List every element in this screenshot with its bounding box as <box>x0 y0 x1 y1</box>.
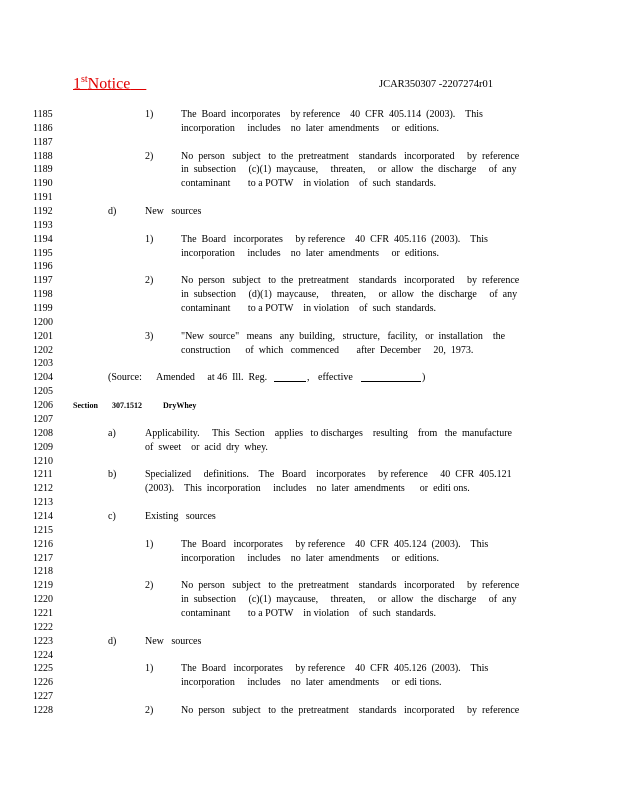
line-number: 1227 <box>33 691 53 703</box>
document-line <box>0 538 618 552</box>
line-text: incorporation includes no later amendments or editions. <box>181 247 439 259</box>
document-line <box>0 288 618 302</box>
document-line <box>0 399 618 413</box>
document-line <box>0 413 618 427</box>
document-line <box>0 662 618 676</box>
document-line <box>0 552 618 566</box>
document-line <box>0 482 618 496</box>
line-text: The Board incorporates by reference 40 CFR 405.126 (2003). This <box>181 663 489 675</box>
line-number: 1221 <box>33 607 53 619</box>
line-number: 1219 <box>33 580 53 592</box>
line-number: 1214 <box>33 510 53 522</box>
document-line <box>0 371 618 385</box>
line-number: 1212 <box>33 483 53 495</box>
line-number: 1205 <box>33 386 53 398</box>
document-line <box>0 357 618 371</box>
document-line <box>0 524 618 538</box>
line-text: incorporation includes no later amendments or edi tions. <box>181 677 442 689</box>
line-number: 1201 <box>33 330 53 342</box>
line-text: New sources <box>145 635 202 647</box>
line-number: 1202 <box>33 344 53 356</box>
line-text: in subsection (d)(1) maycause, threaten, or allow the discharge of any <box>181 289 518 301</box>
document-line <box>0 344 618 358</box>
line-text: in subsection (c)(1) maycause, threaten, or allow the discharge of any <box>181 594 517 606</box>
line-text: "New source" means any building, structure, facility, or installation the <box>181 330 506 342</box>
line-text: contaminant to a POTW in violation of such standards. <box>181 607 437 619</box>
item-label: 1) <box>145 109 154 120</box>
item-label: 1) <box>145 233 154 245</box>
line-number: 1194 <box>33 233 53 245</box>
line-number: 1211 <box>33 469 53 481</box>
line-number: 1189 <box>33 164 53 176</box>
line-number: 1192 <box>33 206 53 218</box>
item-label: d) <box>108 206 117 218</box>
document-line <box>0 593 618 607</box>
line-text: in subsection (c)(1) maycause, threaten, or allow the discharge of any <box>181 164 517 176</box>
item-label: a) <box>108 427 116 439</box>
document-line <box>0 330 618 344</box>
item-label: 1) <box>145 538 154 550</box>
document-line <box>0 704 618 718</box>
notice-ordinal: st <box>81 74 88 85</box>
line-number: 1213 <box>33 497 53 509</box>
line-number: 1222 <box>33 621 53 633</box>
item-label: c) <box>108 510 116 522</box>
document-line <box>0 219 618 233</box>
line-number: 1186 <box>33 122 53 134</box>
document-line <box>0 205 618 219</box>
line-number: 1218 <box>33 566 53 578</box>
line-number: 1210 <box>33 455 53 467</box>
line-text: incorporation includes no later amendments or editions. <box>181 552 439 564</box>
item-label: 2) <box>145 275 154 287</box>
line-number: 1216 <box>33 538 53 550</box>
document-line <box>0 468 618 482</box>
line-number: 1203 <box>33 358 53 370</box>
line-text: The Board incorporates by reference 40 CFR 405.114 (2003). This <box>181 109 483 120</box>
document-line <box>0 607 618 621</box>
line-text: construction of which commenced after December 20, 1973. <box>181 344 474 356</box>
line-number: 1185 <box>33 109 53 120</box>
line-number: 1195 <box>33 247 53 259</box>
document-line <box>0 427 618 441</box>
document-line <box>0 676 618 690</box>
document-line <box>0 233 618 247</box>
line-text: No person subject to the pretreatment standards incorporated by reference <box>181 580 520 592</box>
document-line <box>0 455 618 469</box>
notice-header <box>73 74 146 93</box>
line-text: Applicability. This Section applies to discharges resulting from the manufacture <box>145 427 512 439</box>
document-line <box>0 565 618 579</box>
line-number: 1198 <box>33 289 53 301</box>
blank-line <box>274 372 306 382</box>
line-text: No person subject to the pretreatment standards incorporated by reference <box>181 704 520 716</box>
line-number: 1204 <box>33 372 53 384</box>
line-text: of sweet or acid dry whey. <box>145 441 268 453</box>
line-number: 1199 <box>33 303 53 315</box>
document-line <box>0 690 618 704</box>
line-number: 1191 <box>33 192 53 204</box>
document-line <box>0 635 618 649</box>
section-title: DryWhey <box>163 401 197 411</box>
item-label: (Source: <box>108 372 142 384</box>
line-number: 1217 <box>33 552 53 564</box>
item-label: b) <box>108 469 117 481</box>
line-text: Amended at 46 Ill. Reg. <box>156 372 268 384</box>
line-number: 1197 <box>33 275 53 287</box>
document-line <box>0 191 618 205</box>
line-number: 1228 <box>33 704 53 716</box>
document-line <box>0 302 618 316</box>
document-line <box>0 247 618 261</box>
item-label: d) <box>108 635 117 647</box>
line-number: 1220 <box>33 594 53 606</box>
section-keyword: Section <box>73 401 98 411</box>
document-line <box>0 122 618 136</box>
line-number: 1193 <box>33 219 53 231</box>
line-text: Specialized definitions. The Board incorporates by reference 40 CFR 405.121 <box>145 469 512 481</box>
notice-label: Notice <box>87 75 131 93</box>
line-number: 1196 <box>33 261 53 273</box>
notice-number: 1 <box>73 75 81 93</box>
line-number: 1188 <box>33 150 53 162</box>
document-line <box>0 316 618 330</box>
document-line <box>0 385 618 399</box>
item-label: 1) <box>145 663 154 675</box>
line-number: 1209 <box>33 441 53 453</box>
line-text: No person subject to the pretreatment standards incorporated by reference <box>181 275 520 287</box>
document-line <box>0 260 618 274</box>
document-line <box>0 136 618 150</box>
section-number: 307.1512 <box>112 401 142 411</box>
item-label: 2) <box>145 150 154 162</box>
line-number: 1208 <box>33 427 53 439</box>
line-text: incorporation includes no later amendments or editions. <box>181 122 439 134</box>
document-code: JCAR350307 -2207274r01 <box>379 79 494 90</box>
item-label: 3) <box>145 330 154 342</box>
item-label: 2) <box>145 580 154 592</box>
blank-line <box>361 372 421 382</box>
document-line <box>0 649 618 663</box>
line-number: 1226 <box>33 677 53 689</box>
document-line <box>0 510 618 524</box>
line-text: The Board incorporates by reference 40 CFR 405.116 (2003). This <box>181 233 488 245</box>
document-line <box>0 441 618 455</box>
comma: , <box>307 372 310 384</box>
line-text: Existing sources <box>145 510 216 522</box>
line-number: 1187 <box>33 136 53 148</box>
document-line <box>0 177 618 191</box>
line-text: contaminant to a POTW in violation of such standards. <box>181 303 437 315</box>
document-line <box>0 108 618 122</box>
line-number: 1225 <box>33 663 53 675</box>
item-label: 2) <box>145 704 154 716</box>
effective-label: effective <box>318 372 353 384</box>
document-line <box>0 621 618 635</box>
line-number: 1223 <box>33 635 53 647</box>
line-number: 1224 <box>33 649 53 661</box>
close-paren: ) <box>422 372 426 384</box>
line-text: contaminant to a POTW in violation of such standards. <box>181 178 437 190</box>
document-line <box>0 150 618 164</box>
document-line <box>0 579 618 593</box>
document-line <box>0 496 618 510</box>
line-text: No person subject to the pretreatment standards incorporated by reference <box>181 150 520 162</box>
line-text: The Board incorporates by reference 40 CFR 405.124 (2003). This <box>181 538 489 550</box>
document-line <box>0 163 618 177</box>
line-number: 1207 <box>33 413 53 425</box>
line-text: (2003). This incorporation includes no later amendments or editi ons. <box>145 483 470 495</box>
document-line <box>0 274 618 288</box>
line-number: 1200 <box>33 316 53 328</box>
line-number: 1206 <box>33 400 53 412</box>
line-text: New sources <box>145 206 202 218</box>
line-number: 1215 <box>33 524 53 536</box>
line-number: 1190 <box>33 178 53 190</box>
